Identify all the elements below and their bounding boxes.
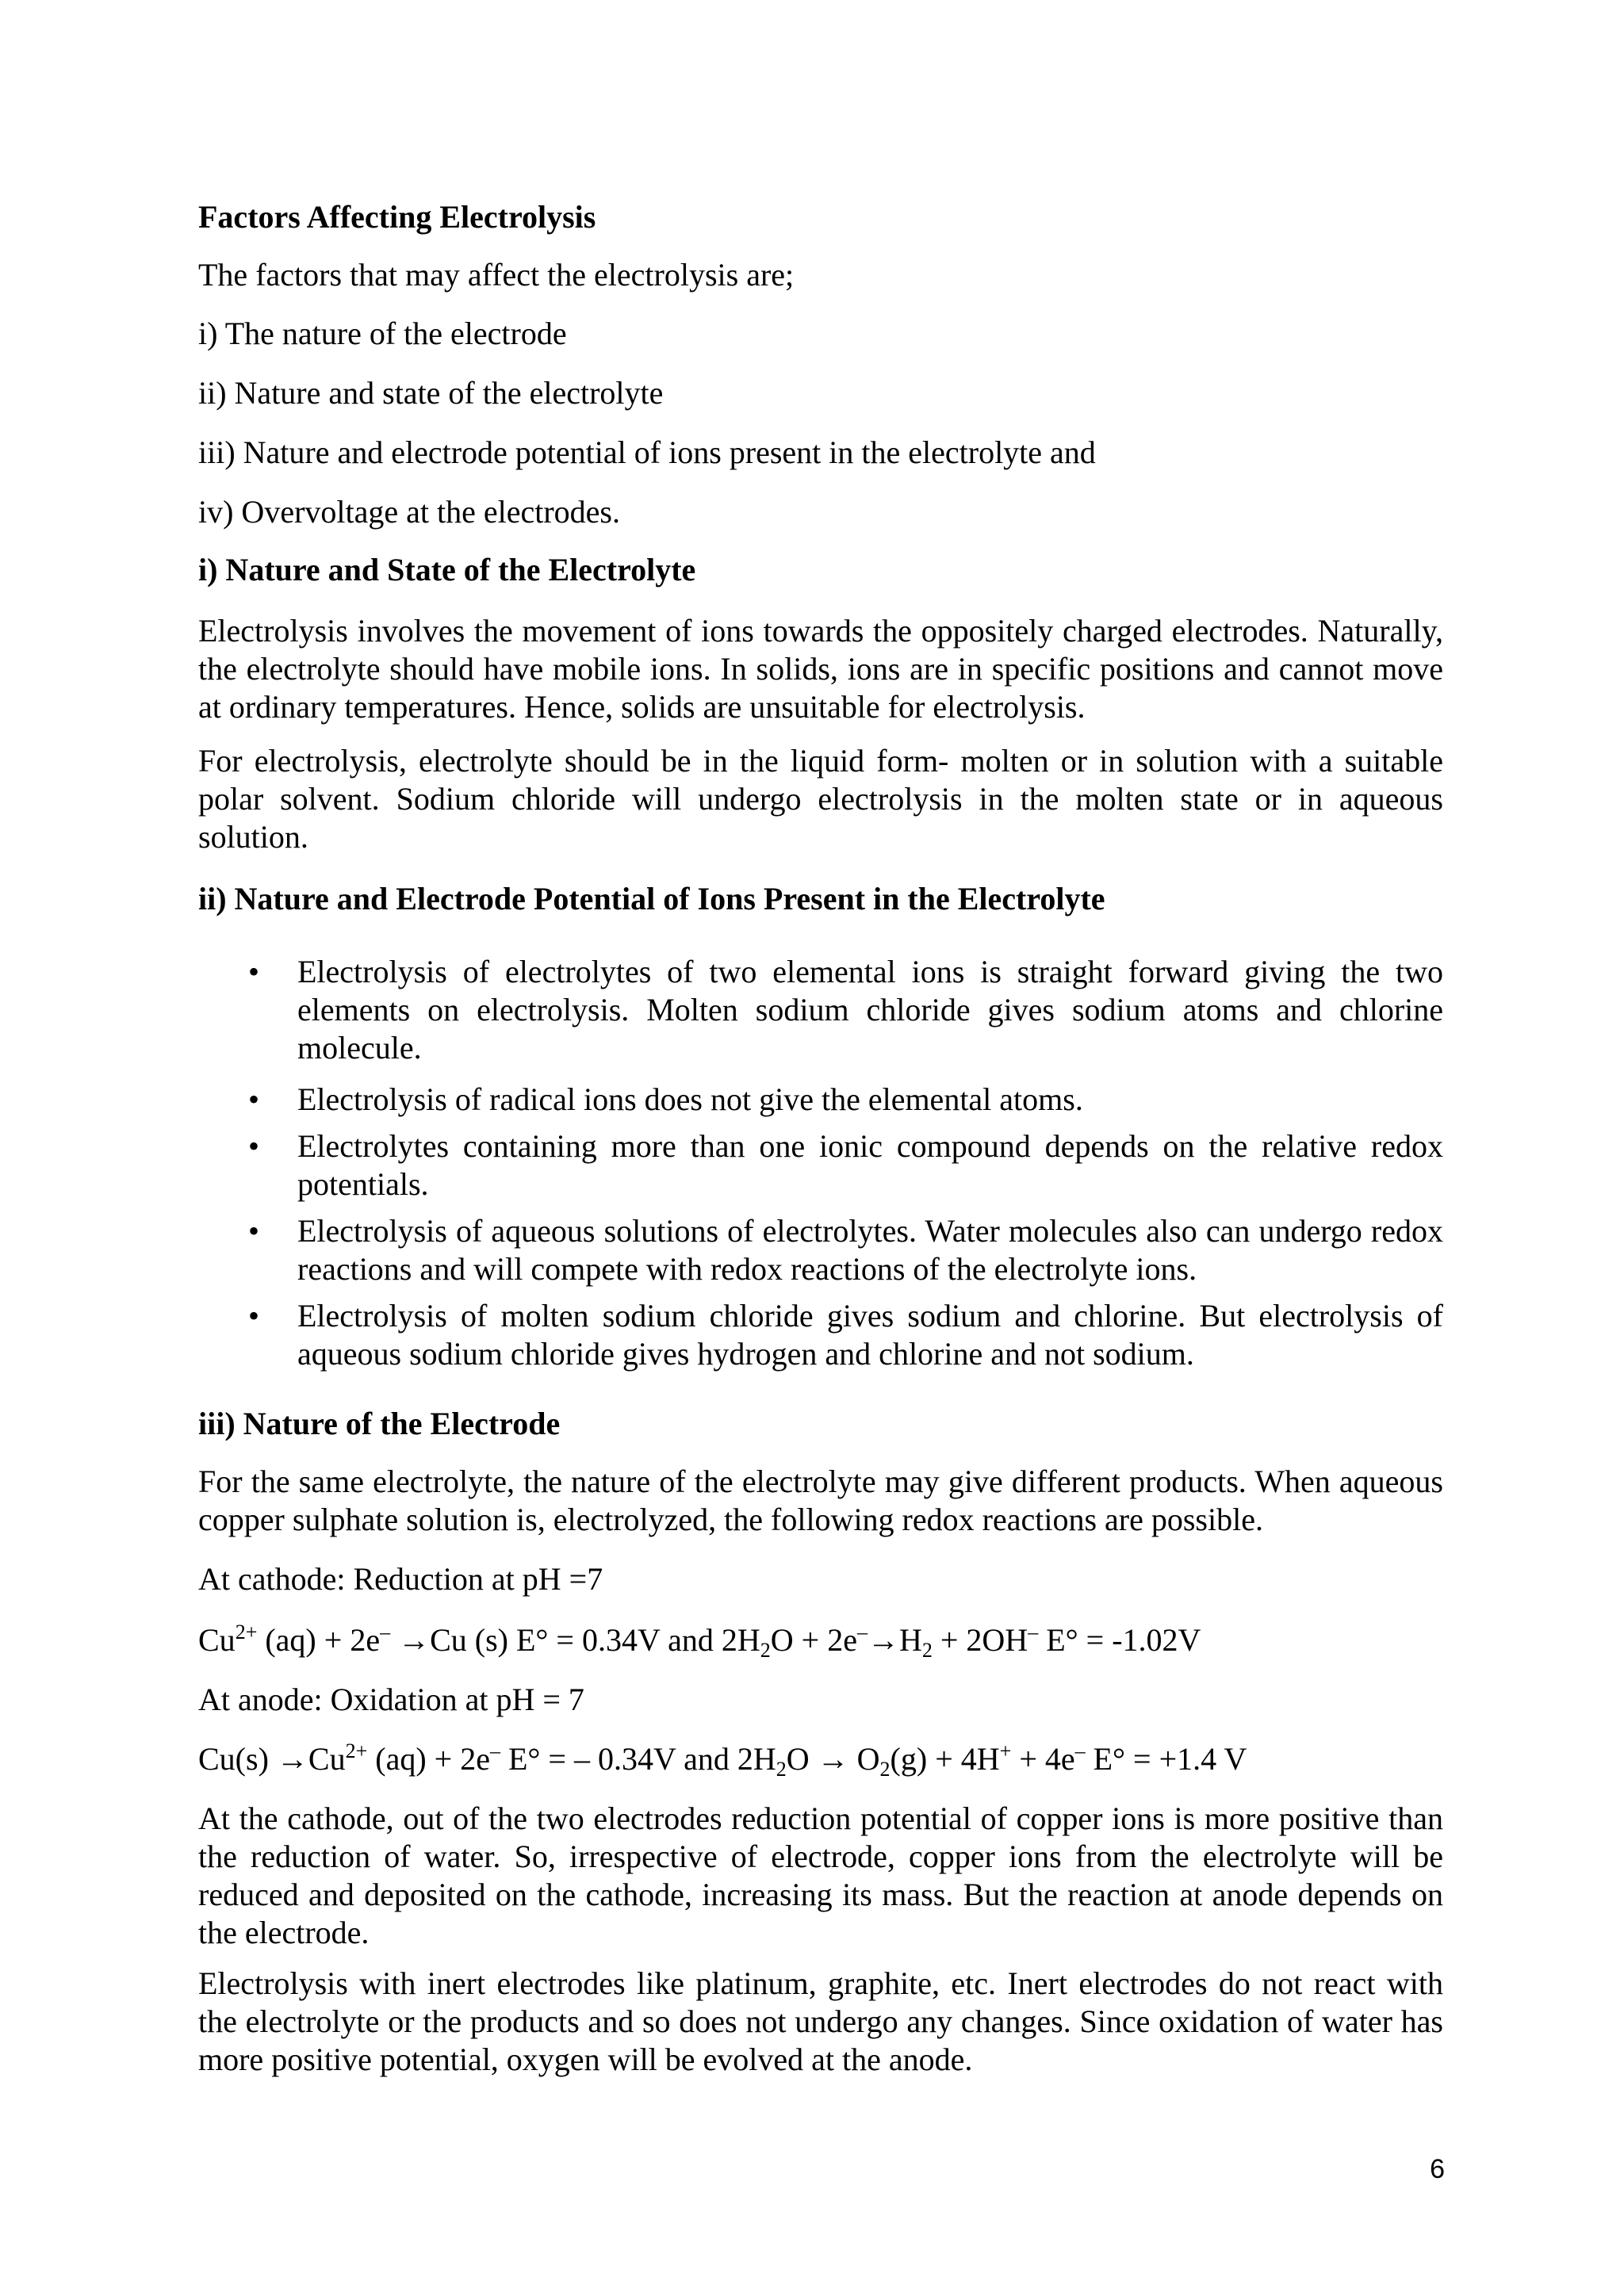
bullet-icon: • (248, 1128, 260, 1164)
paragraph: At the cathode, out of the two electrodes reduction potential of copper ions is more positive than the reduction of water. So, irrespective of electrode, copper ions from the electrolyte will be reduced and deposited on the cathode, increasing its mass. But the reaction at anode depends on the electrode. (198, 1800, 1443, 1950)
factor-item: iv) Overvoltage at the electrodes. (198, 494, 620, 530)
cathode-equation: $Cu^{2+}$ (aq) + 2e– →Cu (s) E° = 0.34V and $2H_2O + 2e^-\to H_2 + 2OH^-$ E° = -1.02V (198, 1621, 1201, 1662)
list-item: • Electrolysis of molten sodium chloride gives sodium and chlorine. But electrolysis of aqueous sodium chloride gives hydrogen and chlorine and not sodium. (248, 1298, 1443, 1372)
bullet-list (198, 953, 1443, 1373)
anode-label: At anode: Oxidation at pH = 7 (198, 1682, 584, 1717)
subsection-heading: iii) Nature of the Electrode (198, 1406, 561, 1441)
subsection-heading: i) Nature and State of the Electrolyte (198, 552, 696, 587)
intro-text: The factors that may affect the electrolysis are; (198, 257, 795, 293)
page-number: 6 (1430, 2154, 1445, 2184)
anode-equation: $Cu(s) \to Cu^{2+}$ (aq) + 2e– E° = – 0.34V and $2H_2O \to O_2(g) + 4H^+ + 4e^-$ E° = +1.4 V (198, 1739, 1247, 1781)
factor-item: ii) Nature and state of the electrolyte (198, 375, 664, 411)
factor-item: i) The nature of the electrode (198, 316, 567, 351)
subsection-heading: ii) Nature and Electrode Potential of Ions Present in the Electrolyte (198, 881, 1105, 916)
paragraph: Electrolysis involves the movement of ions towards the oppositely charged electrodes. Naturally, the electrolyte should have mobile ions. In solids, ions are in specific positions and cannot move at ordinary temperatures. Hence, solids are unsuitable for electrolysis. (198, 613, 1443, 725)
list-item: • Electrolytes containing more than one ionic compound depends on the relative redox potentials. (248, 1128, 1443, 1202)
paragraph: For electrolysis, electrolyte should be in the liquid form- molten or in solution with a suitable polar solvent. Sodium chloride will undergo electrolysis in the molten state or in aqueous solution. (198, 743, 1443, 855)
paragraph: Electrolysis with inert electrodes like platinum, graphite, etc. Inert electrodes do not react with the electrolyte or the products and so does not undergo any changes. Since oxidation of water has more positive potential, oxygen will be evolved at the anode. (198, 1965, 1443, 2077)
bullet-icon: • (248, 954, 260, 989)
bullet-icon: • (248, 1298, 260, 1334)
list-item: • Electrolysis of aqueous solutions of electrolytes. Water molecules also can undergo redox reactions and will compete with redox reactions of the electrolyte ions. (248, 1213, 1443, 1287)
cathode-label: At cathode: Reduction at pH =7 (198, 1561, 603, 1597)
factor-item: iii) Nature and electrode potential of ions present in the electrolyte and (198, 434, 1096, 470)
list-item: • Electrolysis of radical ions does not give the elemental atoms. (248, 1081, 1083, 1117)
paragraph: For the same electrolyte, the nature of the electrolyte may give different products. When aqueous copper sulphate solution is, electrolyzed, the following redox reactions are possible. (198, 1464, 1443, 1537)
bullet-icon: • (248, 1213, 260, 1249)
section-title: Factors Affecting Electrolysis (198, 199, 596, 235)
bullet-icon: • (248, 1081, 260, 1117)
list-item: • Electrolysis of electrolytes of two elemental ions is straight forward giving the two elements on electrolysis. Molten sodium chloride gives sodium atoms and chlorine molecule. (248, 954, 1443, 1066)
